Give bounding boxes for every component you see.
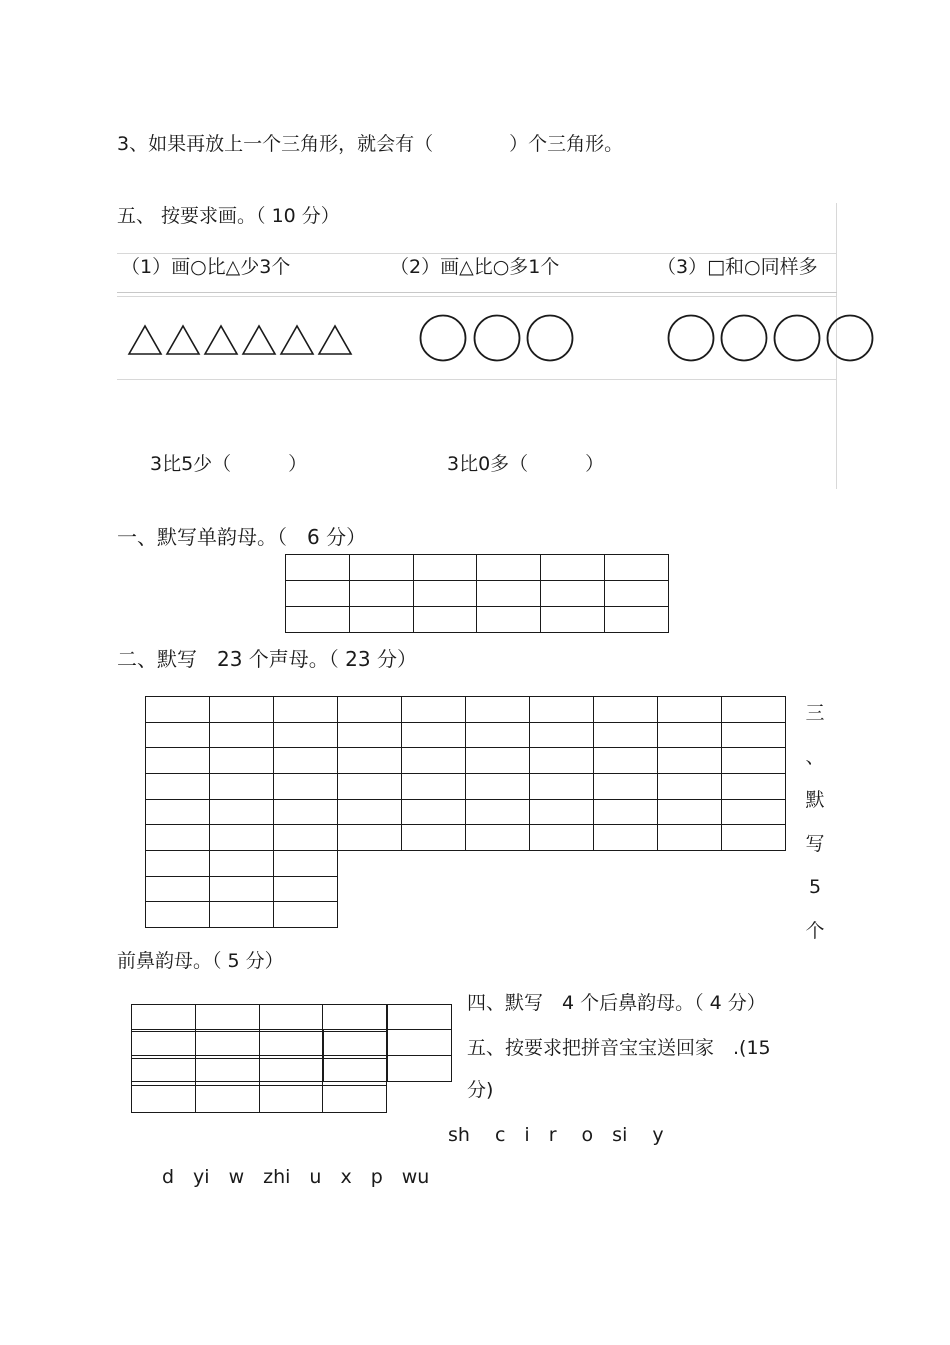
section-4-title: 四、默写 4 个后鼻韵母。（ 4 分）: [467, 992, 766, 1014]
triangle-icon: [281, 326, 313, 354]
back-nasal-grid: [131, 1029, 452, 1082]
vertical-char: 个: [805, 919, 825, 942]
frame-line-top: [117, 253, 837, 254]
frame-line-mid-1: [117, 292, 837, 293]
circle-group-3: [665, 313, 877, 363]
single-vowel-grid: [285, 554, 669, 633]
circle-icon: [421, 316, 466, 361]
pinyin-row-1: sh c i r o si y: [448, 1124, 664, 1146]
compare-1: 3比5少（ ）: [150, 453, 308, 475]
vertical-char: 三: [805, 702, 825, 724]
circle-icon: [475, 316, 520, 361]
initials-grid-extra: [145, 850, 338, 928]
section-5b-title: 五、按要求把拼音宝宝送回家 .(15: [467, 1037, 771, 1059]
section-1-title: 一、默写单韵母。（ 6 分）: [117, 525, 367, 549]
frame-line-bottom: [117, 379, 837, 380]
triangle-icon: [205, 326, 237, 354]
triangle-icon: [319, 326, 351, 354]
compare-2: 3比0多（ ）: [447, 453, 605, 475]
circle-icon: [828, 316, 873, 361]
triangle-group: [127, 322, 355, 356]
section-5-title: 五、 按要求画。（ 10 分）: [117, 205, 340, 227]
frame-line-mid-2: [117, 296, 837, 297]
section-2-title: 二、默写 23 个声母。（ 23 分）: [117, 647, 417, 671]
triangle-icon: [243, 326, 275, 354]
question-3-text: 3、如果再放上一个三角形，就会有（ ）个三角形。: [117, 133, 624, 155]
initials-grid: [145, 696, 786, 851]
triangle-icon: [167, 326, 199, 354]
vertical-char: 默: [805, 789, 825, 811]
circle-group-2: [417, 313, 577, 363]
section-3-vertical-title: [803, 692, 827, 953]
vertical-char: 写: [805, 832, 825, 855]
drawing-item-1: （1）画○比△少3个: [121, 256, 291, 278]
vertical-char: 、: [805, 745, 825, 768]
section-5b-title-cont: 分): [467, 1079, 494, 1101]
drawing-item-3: （3）□和○同样多: [657, 256, 818, 278]
section-3-title-cont: 前鼻韵母。（ 5 分）: [117, 950, 284, 972]
circle-icon: [775, 316, 820, 361]
drawing-item-2: （2）画△比○多1个: [390, 256, 560, 278]
circle-icon: [528, 316, 573, 361]
vertical-char: 5: [808, 876, 822, 898]
pinyin-row-2: d yi w zhi u x p wu: [162, 1166, 430, 1188]
circle-icon: [669, 316, 714, 361]
back-nasal-grid-top-cell: [387, 1004, 452, 1029]
triangle-icon: [129, 326, 161, 354]
circle-icon: [722, 316, 767, 361]
